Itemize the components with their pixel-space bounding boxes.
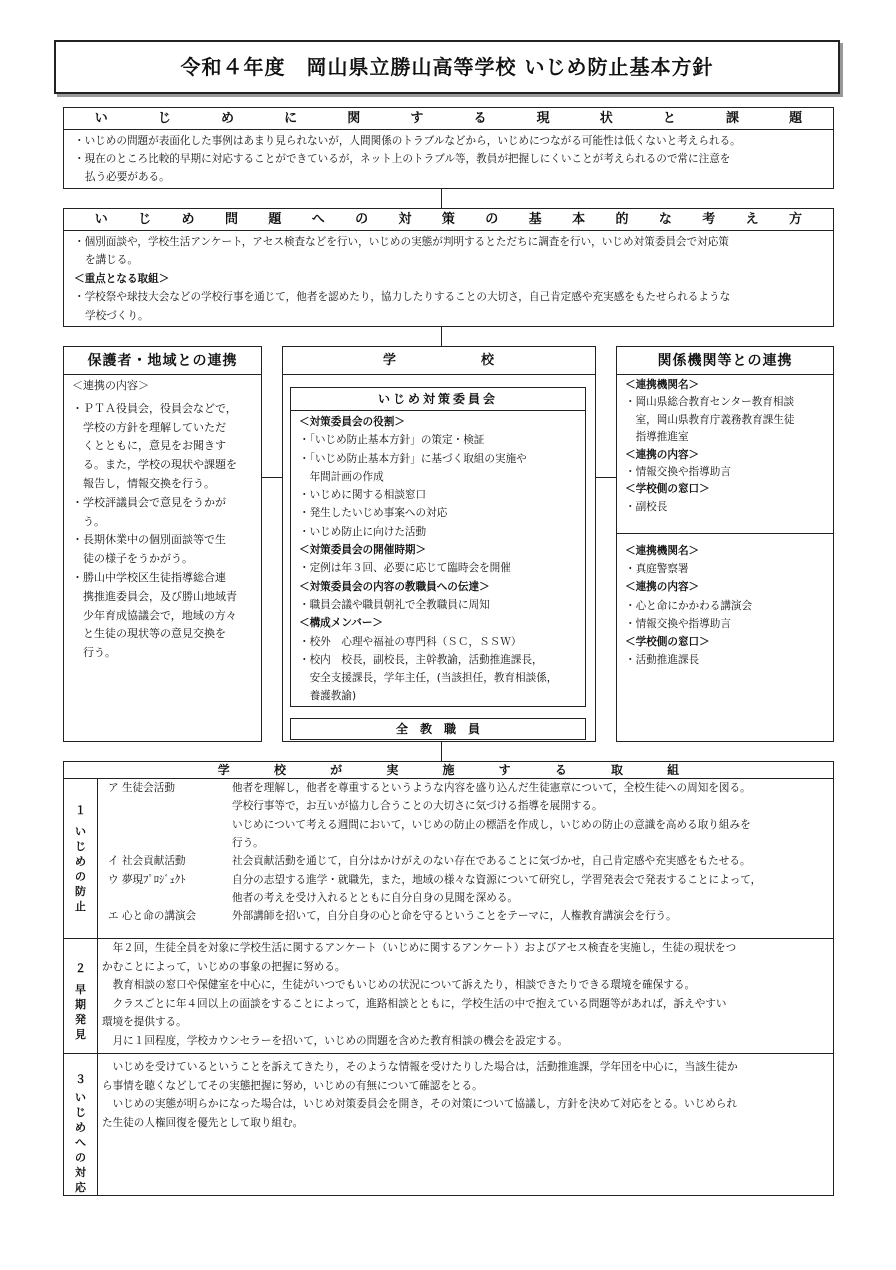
basic-approach-header-char: 題 bbox=[268, 211, 282, 227]
school-actions-header-char: が bbox=[330, 763, 343, 777]
focus-line: ・学校祭や球技大会などの学校行事を通じて，他者を認めたり，協力したりすることの大切さ，自己肯定感や充実感をもたせられるような bbox=[74, 291, 731, 304]
basic-approach-body bbox=[64, 231, 833, 325]
response-row bbox=[64, 1054, 833, 1195]
early-detection-num: ２ bbox=[75, 962, 86, 975]
prevention-cell bbox=[98, 779, 833, 938]
current-issues-header-char: 関 bbox=[347, 110, 361, 126]
focus-line: 学校づくり。 bbox=[85, 309, 149, 322]
committee-line: ＜対策委員会の開催時期＞ bbox=[299, 544, 427, 557]
basic-approach-box bbox=[63, 208, 834, 327]
prevention-category: エ 心と命の講演会 bbox=[108, 910, 197, 923]
prevention-label-char: 止 bbox=[75, 900, 86, 913]
school-actions-header-char: 校 bbox=[273, 763, 286, 777]
current-issues-header-char: と bbox=[662, 110, 676, 126]
agencies-block-2 bbox=[617, 532, 833, 669]
guardians-line: ・学校評議員会で意見をうかが bbox=[72, 495, 226, 509]
basic-approach-header-char: 問 bbox=[224, 211, 238, 227]
agencies-box bbox=[616, 346, 834, 742]
basic-approach-header-char: め bbox=[181, 211, 195, 227]
early-detection-line: 月に１回程度，学校カウンセラーを招いて，いじめの問題を含めた教育相談の機会を設定する。 bbox=[102, 1034, 568, 1047]
basic-approach-header-char: 考 bbox=[702, 211, 716, 227]
current-issues-line: ・いじめの問題が表面化した事例はあまり見られないが，人間関係のトラブルなどから，いじめにつながる可能性は低くないと考えられる。 bbox=[74, 135, 741, 147]
current-issues-header-char: 状 bbox=[599, 110, 613, 126]
early-detection-line: かむことによって，いじめの事象の把握に努める。 bbox=[102, 960, 346, 973]
basic-approach-header-char: じ bbox=[138, 211, 152, 227]
school-actions-header-char: 学 bbox=[217, 763, 230, 777]
guardians-lines bbox=[72, 396, 255, 663]
school-actions-header-char: 実 bbox=[386, 763, 399, 777]
school-actions-header-char: 取 bbox=[611, 763, 624, 777]
school-actions-header-char: 施 bbox=[442, 763, 455, 777]
prevention-label-char: じ bbox=[75, 840, 86, 853]
prevention-label-char: の bbox=[75, 870, 86, 883]
basic-approach-line: ・個別面談や，学校生活アンケート，アセス検査などを行い，いじめの実態が判明するとただちに調査を行い，いじめ対策委員会で対応策 bbox=[74, 236, 729, 248]
agencies-header: 関係機関等との連携 bbox=[617, 347, 833, 375]
early-detection-label-char: 発 bbox=[75, 1013, 86, 1026]
school-actions-header-char: す bbox=[498, 763, 511, 777]
response-line: いじめを受けているということを訴えてきたり，そのような情報を受けたりした場合は，活動推進課，学年団を中心に，当該生徒か bbox=[102, 1061, 738, 1073]
connector-line bbox=[441, 189, 442, 208]
guardians-line: と生徒の現状等の意見交換を bbox=[72, 627, 226, 641]
all-staff-box: 全 教 職 員 bbox=[290, 718, 586, 740]
agency-line: ・活動推進課長 bbox=[625, 654, 700, 667]
basic-approach-header-char: の bbox=[355, 211, 369, 227]
prevention-description-line: 外部講師を招いて，自分自身の心と命を守るということをテーマに，人権教育講演会を行う。 bbox=[232, 910, 677, 923]
current-issues-header-char: め bbox=[221, 110, 235, 126]
basic-approach-header-char: 方 bbox=[789, 211, 803, 227]
guardians-line: 学校の方針を理解していただ bbox=[72, 420, 226, 434]
current-issues-body bbox=[64, 130, 833, 186]
current-issues-header-char: 課 bbox=[726, 110, 740, 126]
early-detection-line: 環境を提供する。 bbox=[102, 1016, 187, 1028]
agency-line: ・岡山県総合教育センター教育相談 bbox=[625, 396, 795, 409]
agency-line: ＜学校側の窓口＞ bbox=[625, 483, 710, 496]
response-label-char: め bbox=[75, 1121, 86, 1134]
prevention-label-char: め bbox=[75, 855, 86, 868]
basic-approach-header-text bbox=[95, 211, 802, 229]
response-label-char: の bbox=[75, 1151, 86, 1164]
focus-label: ＜重点となる取組＞ bbox=[74, 272, 170, 285]
basic-approach-header-char: へ bbox=[311, 211, 325, 227]
guardians-line: 報告し，情報交換を行う。 bbox=[72, 476, 215, 490]
current-issues-header-char: る bbox=[473, 110, 487, 126]
agency-line: ・副校長 bbox=[625, 500, 668, 513]
title-box bbox=[54, 40, 840, 94]
guardians-line: くとともに，意見をお聞きす bbox=[72, 439, 226, 453]
committee-line: 安全支援課長，学年主任，(当該担任，教育相談係， bbox=[299, 672, 558, 685]
committee-line: ＜対策委員会の役割＞ bbox=[299, 416, 405, 428]
prevention-description-line: 他者の考えを受け入れるとともに自分自身の見聞を深める。 bbox=[232, 891, 519, 904]
prevention-label-char: 防 bbox=[75, 885, 86, 898]
committee-line: ・「いじめ防止基本方針」に基づく取組の実施や bbox=[299, 452, 527, 465]
prevention-category: ウ 夢現ﾌﾟﾛｼﾞｪｸﾄ bbox=[108, 873, 186, 886]
early-detection-row bbox=[64, 939, 833, 1054]
agency-line: ・心と命にかかわる講演会 bbox=[625, 599, 753, 612]
early-detection-cell bbox=[98, 939, 833, 1050]
prevention-description-line: 他者を理解し，他者を尊重するというような内容を盛り込んだ生徒憲章について，全校生徒への周知を図る。 bbox=[232, 782, 751, 794]
committee-line: ・校内 校長，副校長，主幹教諭，活動推進課長， bbox=[299, 653, 543, 666]
response-label-char: 対 bbox=[75, 1166, 86, 1179]
school-header: 学 校 bbox=[283, 347, 595, 375]
committee-line: 養護教諭) bbox=[299, 690, 357, 703]
committee-lines bbox=[291, 411, 585, 706]
response-label-char: い bbox=[75, 1091, 86, 1104]
guardians-line: ・長期休業中の個別面談等で生 bbox=[72, 533, 226, 547]
agency-line: ＜連携の内容＞ bbox=[625, 448, 700, 461]
guardians-box bbox=[63, 346, 262, 742]
committee-line: ・職員会議や職員朝礼で全教職員に周知 bbox=[299, 598, 490, 611]
current-issues-header-text bbox=[95, 110, 802, 128]
early-detection-label-char: 期 bbox=[75, 998, 86, 1011]
prevention-row bbox=[64, 779, 833, 939]
response-line: た生徒の人権回復を優先として取り組む。 bbox=[102, 1116, 304, 1129]
current-issues-header-char: す bbox=[410, 110, 424, 126]
school-actions-header-char: る bbox=[554, 763, 567, 777]
school-actions-header-text bbox=[218, 761, 679, 779]
agency-line: ＜連携機関名＞ bbox=[625, 379, 700, 391]
response-label-char: 応 bbox=[75, 1181, 86, 1194]
response-line: いじめの実態が明らかになった場合は，いじめ対策委員会を開き，その対策について協議し，方針を決めて対応をとる。いじめられ bbox=[102, 1098, 737, 1110]
early-detection-label-char: 見 bbox=[75, 1028, 86, 1041]
basic-approach-header-char: 策 bbox=[441, 211, 455, 227]
prevention-category: イ 社会貢献活動 bbox=[108, 855, 186, 868]
early-detection-line: 教育相談の窓口や保健室を中心に，生徒がいつでもいじめの状況について訴えたり，相談できたりできる環境を確保する。 bbox=[102, 979, 696, 991]
basic-approach-header-char: え bbox=[745, 211, 759, 227]
committee-line: ・いじめに関する相談窓口 bbox=[299, 489, 427, 502]
committee-line: 年間計画の作成 bbox=[299, 470, 384, 483]
basic-approach-header-char: 本 bbox=[572, 211, 586, 227]
basic-approach-header-char: い bbox=[94, 211, 108, 227]
guardians-line: る。また，学校の現状や課題を bbox=[72, 458, 237, 472]
agencies-block-1 bbox=[617, 375, 833, 532]
committee-box bbox=[290, 387, 586, 707]
current-issues-header bbox=[64, 108, 833, 130]
agency-line: ＜連携の内容＞ bbox=[625, 581, 700, 594]
prevention-description-line: 行う。 bbox=[232, 836, 264, 849]
basic-approach-header-char: な bbox=[658, 211, 672, 227]
agency-line: ・情報交換や指導助言 bbox=[625, 466, 731, 479]
response-label bbox=[64, 1054, 98, 1195]
agency-line: ＜連携機関名＞ bbox=[625, 545, 700, 557]
early-detection-label-char: 早 bbox=[75, 983, 86, 996]
committee-line: ・定例は年３回、必要に応じて臨時会を開催 bbox=[299, 562, 511, 575]
committee-line: ・「いじめ防止基本方針」の策定・検証 bbox=[299, 434, 485, 447]
current-issues-header-char: い bbox=[94, 110, 108, 126]
school-actions-header-char: 組 bbox=[667, 763, 680, 777]
page-title: 令和４年度 岡山県立勝山高等学校 いじめ防止基本方針 bbox=[180, 55, 714, 79]
guardians-line: 少年育成協議会で，地域の方々 bbox=[72, 608, 237, 622]
connector-line bbox=[262, 477, 282, 478]
response-label-char: へ bbox=[75, 1136, 86, 1149]
guardians-content-label: ＜連携の内容＞ bbox=[72, 379, 149, 392]
agency-line: ・真庭警察署 bbox=[625, 563, 689, 576]
response-num: ３ bbox=[75, 1073, 86, 1086]
basic-approach-line: を講じる。 bbox=[85, 254, 138, 267]
current-issues-header-char: 題 bbox=[789, 110, 803, 126]
current-issues-header-char: 現 bbox=[536, 110, 550, 126]
basic-approach-header-char: の bbox=[485, 211, 499, 227]
current-issues-line: 払う必要がある。 bbox=[85, 171, 170, 183]
guardians-line: ・勝山中学校区生徒指導総合連 bbox=[72, 570, 226, 584]
prevention-description-line: 学校行事等で，お互いが協力し合うことの大切さに気づける指導を展開する。 bbox=[232, 800, 603, 813]
connector-line bbox=[441, 327, 442, 346]
prevention-description-line: いじめについて考える週間において，いじめの防止の標語を作成し，いじめの防止の意識を高める取り組みを bbox=[232, 818, 751, 831]
prevention-description-line: 自分の志望する進学・就職先，また，地域の様々な資源について研究し，学習発表会で発表することによって， bbox=[232, 873, 762, 886]
response-line: ら事情を聴くなどしてその実態把握に努め，いじめの有無について確認をとる。 bbox=[102, 1079, 483, 1092]
committee-header: いじめ対策委員会 bbox=[291, 388, 585, 411]
school-actions-header bbox=[64, 762, 833, 779]
connector-line bbox=[596, 477, 616, 478]
connector-line bbox=[441, 742, 442, 761]
guardians-header: 保護者・地域との連携 bbox=[64, 347, 261, 375]
guardians-line: 行う。 bbox=[72, 646, 116, 660]
current-issues-line: ・現在のところ比較的早期に対応することができているが，ネット上のトラブル等，教員が把握しにくいことが考えられるので常に注意を bbox=[74, 153, 731, 165]
committee-line: ・いじめ防止に向けた活動 bbox=[299, 525, 427, 538]
agency-line: 室，岡山県教育庁義務教育課生徒 bbox=[625, 413, 795, 426]
current-issues-header-char: じ bbox=[157, 110, 171, 126]
agencies-divider bbox=[617, 533, 833, 534]
agency-line: 指導推進室 bbox=[625, 431, 689, 444]
prevention-num: １ bbox=[75, 804, 86, 817]
basic-approach-header-char: 基 bbox=[528, 211, 542, 227]
committee-line: ＜対策委員会の内容の教職員への伝達＞ bbox=[299, 580, 490, 593]
basic-approach-header-char: 的 bbox=[615, 211, 629, 227]
prevention-label-char: い bbox=[75, 825, 86, 838]
guardians-line: う。 bbox=[72, 514, 105, 528]
agency-line: ＜学校側の窓口＞ bbox=[625, 636, 710, 649]
response-label-char: じ bbox=[75, 1106, 86, 1119]
agency-line: ・情報交換や指導助言 bbox=[625, 617, 731, 630]
basic-approach-header-char: 対 bbox=[398, 211, 412, 227]
prevention-label bbox=[64, 779, 98, 938]
current-issues-header-char: に bbox=[284, 110, 298, 126]
guardians-body bbox=[64, 375, 261, 663]
guardians-line: 携推進委員会，及び勝山地域青 bbox=[72, 589, 237, 603]
prevention-category: ア 生徒会活動 bbox=[108, 782, 175, 794]
committee-line: ・校外 心理や福祉の専門科（ＳＣ，ＳＳＷ） bbox=[299, 635, 522, 648]
committee-line: ＜構成メンバー＞ bbox=[299, 617, 384, 630]
guardians-line: 徒の様子をうかがう。 bbox=[72, 552, 193, 566]
early-detection-line: 年２回，生徒全員を対象に学校生活に関するアンケート（いじめに関するアンケート）およびアセス検査を実施し，生徒の現状をつ bbox=[102, 942, 737, 954]
early-detection-line: クラスごとに年４回以上の面談をすることによって，進路相談とともに，学校生活の中で抱えている問題等があれば，訴えやすい bbox=[102, 997, 727, 1010]
prevention-description-line: 社会貢献活動を通じて，自分はかけがえのない存在であることに気づかせ，自己肯定感や充実感をもたせる。 bbox=[232, 855, 751, 868]
early-detection-label bbox=[64, 939, 98, 1053]
basic-approach-header bbox=[64, 209, 833, 231]
school-actions-table bbox=[63, 761, 834, 1196]
committee-line: ・発生したいじめ事案への対応 bbox=[299, 507, 448, 520]
current-issues-box bbox=[63, 107, 834, 189]
guardians-line: ・ＰＴＡ役員会，役員会などで， bbox=[72, 401, 237, 415]
response-cell bbox=[98, 1054, 833, 1132]
